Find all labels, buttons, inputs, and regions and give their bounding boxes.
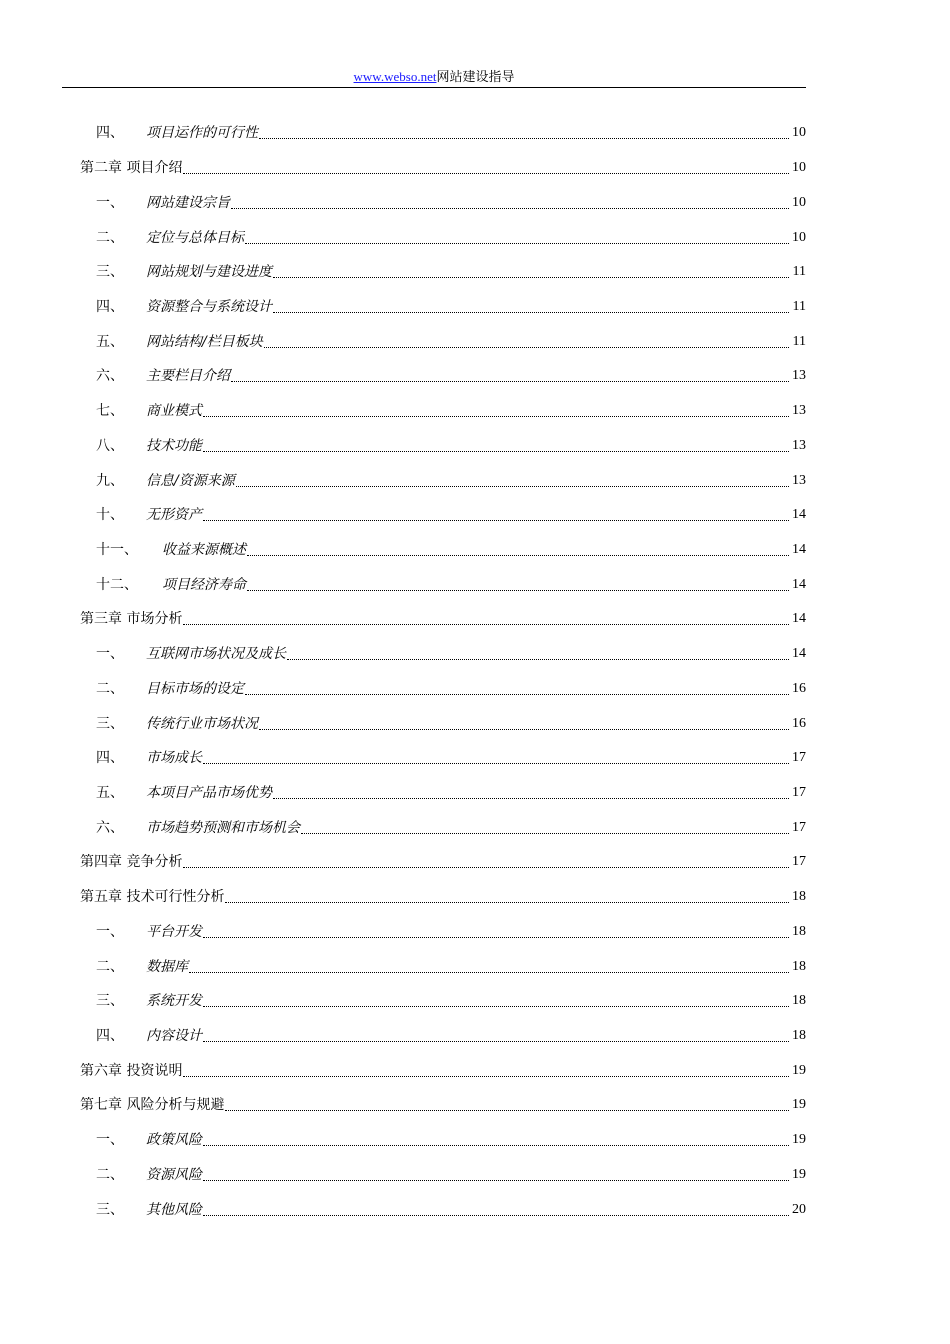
toc-entry-number: 八、 <box>96 437 124 454</box>
toc-page-number: 11 <box>792 264 806 280</box>
toc-section-entry[interactable] <box>80 1158 806 1193</box>
toc-entry-title: 传统行业市场状况 <box>146 715 258 732</box>
toc-entry-number: 四、 <box>96 750 124 767</box>
toc-section-entry[interactable] <box>80 567 806 602</box>
toc-chapter-entry[interactable] <box>80 1088 806 1123</box>
toc-page-number: 18 <box>792 1028 806 1044</box>
toc-page-number: 20 <box>792 1201 806 1217</box>
toc-entry-title: 资源风险 <box>146 1166 202 1183</box>
toc-section-entry[interactable] <box>80 637 806 672</box>
toc-entry-title: 商业模式 <box>146 403 202 420</box>
toc-section-entry[interactable] <box>80 116 806 151</box>
toc-page-number: 10 <box>792 160 806 176</box>
toc-section-entry[interactable] <box>80 185 806 220</box>
toc-dot-leader <box>225 1096 789 1114</box>
toc-entry-title: 网站结构/栏目板块 <box>146 333 263 350</box>
toc-entry-number: 四、 <box>96 125 124 142</box>
toc-dot-leader <box>236 472 789 490</box>
toc-page-number: 13 <box>792 437 806 453</box>
toc-entry-number: 二、 <box>96 680 124 697</box>
toc-chapter-entry[interactable] <box>80 1053 806 1088</box>
toc-entry-title: 政策风险 <box>146 1132 202 1149</box>
toc-entry-number: 十、 <box>96 507 124 524</box>
toc-page-number: 10 <box>792 125 806 141</box>
toc-entry-title: 第五章 技术可行性分析 <box>80 889 225 906</box>
toc-entry-title: 网站建设宗旨 <box>146 194 230 211</box>
toc-section-entry[interactable] <box>80 1192 806 1227</box>
toc-dot-leader <box>247 576 789 594</box>
toc-page-number: 10 <box>792 194 806 210</box>
toc-entry-title: 第七章 风险分析与规避 <box>80 1097 225 1114</box>
toc-section-entry[interactable] <box>80 290 806 325</box>
toc-section-entry[interactable] <box>80 706 806 741</box>
toc-chapter-entry[interactable] <box>80 602 806 637</box>
toc-section-entry[interactable] <box>80 915 806 950</box>
toc-page-number: 17 <box>792 854 806 870</box>
toc-page-number: 10 <box>792 229 806 245</box>
toc-entry-title: 项目运作的可行性 <box>146 125 258 142</box>
toc-entry-title: 内容设计 <box>146 1028 202 1045</box>
toc-section-entry[interactable] <box>80 949 806 984</box>
toc-entry-title: 信息/资源来源 <box>146 472 235 489</box>
toc-entry-title: 技术功能 <box>146 437 202 454</box>
toc-dot-leader <box>189 958 789 976</box>
toc-entry-title: 本项目产品市场优势 <box>146 785 272 802</box>
toc-entry-number: 六、 <box>96 819 124 836</box>
toc-entry-title: 无形资产 <box>146 507 202 524</box>
toc-entry-number: 一、 <box>96 1132 124 1149</box>
toc-dot-leader <box>203 506 789 524</box>
toc-dot-leader <box>259 124 789 142</box>
toc-chapter-entry[interactable] <box>80 845 806 880</box>
toc-entry-number: 三、 <box>96 264 124 281</box>
toc-section-entry[interactable] <box>80 463 806 498</box>
toc-entry-title: 平台开发 <box>146 923 202 940</box>
toc-entry-number: 五、 <box>96 333 124 350</box>
toc-page-number: 14 <box>792 576 806 592</box>
toc-dot-leader <box>203 437 789 455</box>
toc-page-number: 18 <box>792 993 806 1009</box>
toc-entry-number: 七、 <box>96 403 124 420</box>
toc-entry-title: 定位与总体目标 <box>146 229 244 246</box>
website-link[interactable]: www.webso.net <box>353 69 437 84</box>
toc-entry-title: 资源整合与系统设计 <box>146 298 272 315</box>
toc-section-entry[interactable] <box>80 1019 806 1054</box>
toc-entry-title: 主要栏目介绍 <box>146 368 230 385</box>
toc-dot-leader <box>203 402 789 420</box>
toc-entry-number: 一、 <box>96 646 124 663</box>
toc-section-entry[interactable] <box>80 810 806 845</box>
toc-dot-leader <box>183 610 789 628</box>
toc-entry-number: 十一、 <box>96 541 138 558</box>
toc-page-number: 18 <box>792 923 806 939</box>
toc-section-entry[interactable] <box>80 741 806 776</box>
toc-entry-number: 一、 <box>96 923 124 940</box>
toc-section-entry[interactable] <box>80 428 806 463</box>
toc-dot-leader <box>231 194 789 212</box>
toc-section-entry[interactable] <box>80 394 806 429</box>
toc-page-number: 19 <box>792 1132 806 1148</box>
toc-section-entry[interactable] <box>80 220 806 255</box>
toc-section-entry[interactable] <box>80 984 806 1019</box>
toc-page-number: 17 <box>792 819 806 835</box>
toc-dot-leader <box>203 1131 789 1149</box>
toc-entry-number: 五、 <box>96 785 124 802</box>
toc-dot-leader <box>225 888 789 906</box>
toc-entry-title: 目标市场的设定 <box>146 680 244 697</box>
toc-entry-title: 第六章 投资说明 <box>80 1062 183 1079</box>
toc-dot-leader <box>203 923 789 941</box>
toc-section-entry[interactable] <box>80 498 806 533</box>
toc-dot-leader <box>183 1062 789 1080</box>
toc-page-number: 16 <box>792 715 806 731</box>
toc-dot-leader <box>273 784 789 802</box>
toc-dot-leader <box>247 541 789 559</box>
toc-chapter-entry[interactable] <box>80 880 806 915</box>
toc-dot-leader <box>231 367 789 385</box>
toc-dot-leader <box>245 229 789 247</box>
toc-entry-title: 第四章 竞争分析 <box>80 854 183 871</box>
toc-entry-number: 六、 <box>96 368 124 385</box>
page-header <box>62 68 806 86</box>
toc-page-number: 13 <box>792 403 806 419</box>
toc-page-number: 18 <box>792 958 806 974</box>
toc-chapter-entry[interactable] <box>80 151 806 186</box>
toc-page-number: 13 <box>792 472 806 488</box>
toc-page-number: 11 <box>792 333 806 349</box>
toc-page-number: 11 <box>792 298 806 314</box>
toc-section-entry[interactable] <box>80 776 806 811</box>
toc-dot-leader <box>203 749 789 767</box>
toc-entry-title: 其他风险 <box>146 1201 202 1218</box>
toc-entry-title: 收益来源概述 <box>162 541 246 558</box>
table-of-contents <box>80 116 806 1227</box>
toc-entry-number: 九、 <box>96 472 124 489</box>
toc-dot-leader <box>273 263 789 281</box>
toc-page-number: 13 <box>792 368 806 384</box>
toc-entry-number: 三、 <box>96 715 124 732</box>
toc-page-number: 17 <box>792 750 806 766</box>
toc-entry-title: 市场成长 <box>146 750 202 767</box>
header-title: 网站建设指导 <box>436 69 515 84</box>
toc-entry-title: 系统开发 <box>146 993 202 1010</box>
toc-entry-title: 网站规划与建设进度 <box>146 264 272 281</box>
toc-section-entry[interactable] <box>80 533 806 568</box>
toc-dot-leader <box>245 680 789 698</box>
toc-entry-number: 三、 <box>96 993 124 1010</box>
toc-dot-leader <box>264 333 789 351</box>
toc-dot-leader <box>183 159 789 177</box>
toc-page-number: 19 <box>792 1166 806 1182</box>
toc-dot-leader <box>203 1201 789 1219</box>
toc-dot-leader <box>203 1027 789 1045</box>
toc-entry-title: 项目经济寿命 <box>162 576 246 593</box>
toc-dot-leader <box>259 715 789 733</box>
toc-entry-title: 数据库 <box>146 958 188 975</box>
toc-section-entry[interactable] <box>80 255 806 290</box>
toc-entry-number: 二、 <box>96 229 124 246</box>
toc-dot-leader <box>273 298 789 316</box>
toc-page-number: 18 <box>792 889 806 905</box>
toc-page-number: 16 <box>792 680 806 696</box>
toc-entry-title: 第二章 项目介绍 <box>80 160 183 177</box>
toc-section-entry[interactable] <box>80 359 806 394</box>
toc-entry-number: 二、 <box>96 958 124 975</box>
toc-page-number: 19 <box>792 1062 806 1078</box>
toc-entry-number: 二、 <box>96 1166 124 1183</box>
toc-page-number: 17 <box>792 785 806 801</box>
toc-entry-number: 四、 <box>96 1028 124 1045</box>
toc-dot-leader <box>203 992 789 1010</box>
toc-section-entry[interactable] <box>80 1123 806 1158</box>
toc-entry-number: 一、 <box>96 194 124 211</box>
toc-section-entry[interactable] <box>80 324 806 359</box>
toc-dot-leader <box>203 1166 789 1184</box>
toc-dot-leader <box>183 853 789 871</box>
toc-entry-title: 互联网市场状况及成长 <box>146 646 286 663</box>
toc-page-number: 14 <box>792 541 806 557</box>
toc-entry-number: 四、 <box>96 298 124 315</box>
toc-page-number: 14 <box>792 507 806 523</box>
toc-entry-number: 十二、 <box>96 576 138 593</box>
toc-entry-title: 第三章 市场分析 <box>80 611 183 628</box>
toc-dot-leader <box>287 645 789 663</box>
toc-entry-title: 市场趋势预测和市场机会 <box>146 819 300 836</box>
toc-dot-leader <box>301 819 789 837</box>
toc-page-number: 14 <box>792 611 806 627</box>
toc-entry-number: 三、 <box>96 1201 124 1218</box>
toc-section-entry[interactable] <box>80 672 806 707</box>
toc-page-number: 19 <box>792 1097 806 1113</box>
toc-page-number: 14 <box>792 646 806 662</box>
header-divider <box>62 87 806 88</box>
